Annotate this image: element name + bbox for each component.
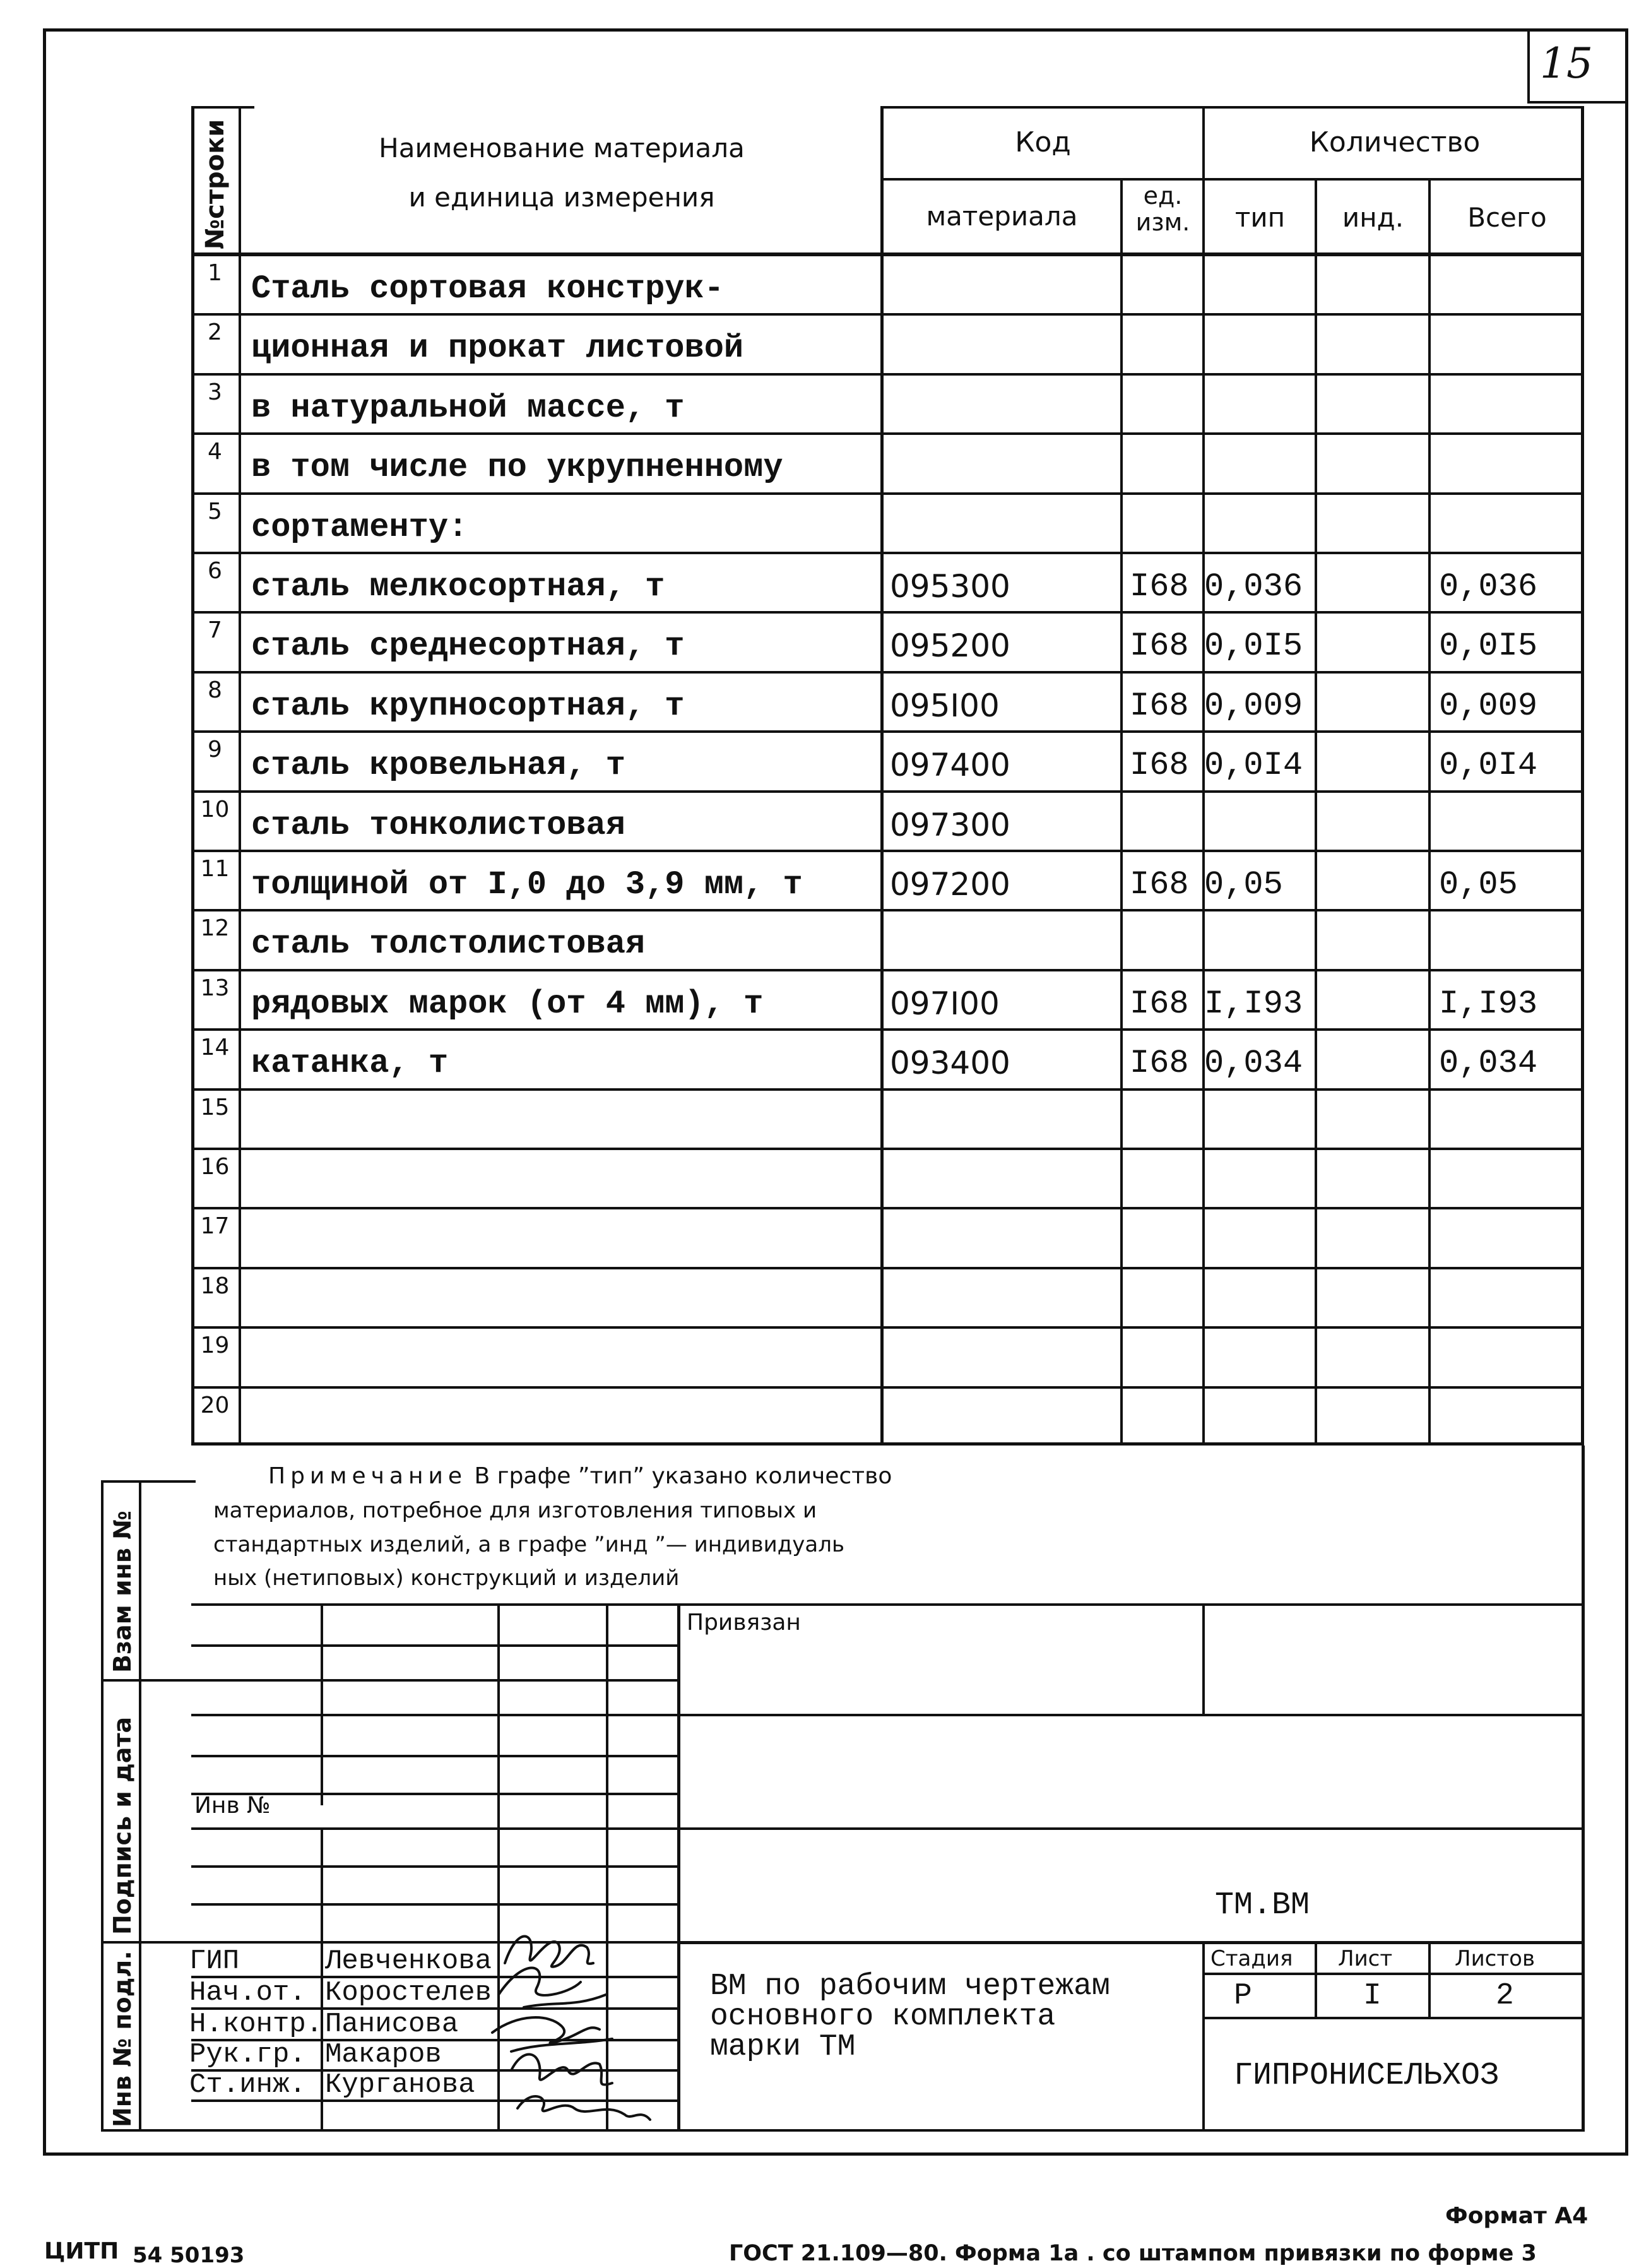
row-number: 8 <box>208 677 222 703</box>
table-top-line <box>880 106 1584 109</box>
row-unit: I68 <box>1130 747 1189 785</box>
row-material-name: ционная и прокат листовой <box>251 330 744 367</box>
header-code: Код <box>1015 126 1071 158</box>
note-line3: стандартных изделий, а в графе ”инд ”— индивидуаль <box>213 1532 844 1557</box>
stamp-stage-left <box>1202 1941 1205 2132</box>
stamp-top-line <box>191 1603 1584 1606</box>
col-code-line <box>1120 178 1123 1443</box>
header-ind: инд. <box>1342 202 1404 233</box>
row-total-qty: 0,009 <box>1439 687 1538 725</box>
signature-3 <box>492 2017 612 2051</box>
stamp-person-role: Нач.от. <box>189 1977 306 2009</box>
row-number: 16 <box>200 1154 230 1180</box>
stamp-inv-no: Инв № <box>194 1793 271 1819</box>
header-material-name-2: и единица измерения <box>408 182 715 213</box>
page-number-box-bottom <box>1527 101 1628 104</box>
header-material-name-1: Наименование материала <box>379 133 745 163</box>
side-strip-divider <box>139 1480 141 2132</box>
stamp-h7 <box>191 1865 677 1868</box>
row-total-qty: 0,05 <box>1439 866 1518 903</box>
signature-4 <box>511 2055 612 2085</box>
stamp-bottom-line <box>191 2129 1584 2132</box>
footer-left-org: ЦИТП <box>44 2238 119 2264</box>
stamp-right-h3 <box>677 1941 1584 1944</box>
row-unit: I68 <box>1130 985 1189 1023</box>
row-material-code: 093400 <box>890 1045 1010 1082</box>
stamp-h1 <box>191 1644 677 1647</box>
stamp-person-role: Н.контр. <box>189 2009 323 2040</box>
side-label-inv-podl: Инв № подл. <box>109 1950 136 2127</box>
header-row-no: №строки <box>201 119 230 249</box>
row-number: 9 <box>208 737 222 763</box>
stamp-privyazan-divider <box>1202 1603 1205 1714</box>
row-material-name: сталь толстолистовая <box>251 925 646 963</box>
row-separator <box>191 552 1584 554</box>
row-unit: I68 <box>1130 627 1189 665</box>
stamp-title-3: марки ТМ <box>710 2030 856 2064</box>
stamp-stage-v1 <box>1315 1941 1317 2017</box>
stamp-doc-code: ТМ.ВМ <box>1215 1887 1310 1923</box>
note-line2: материалов, потребное для изготовления типовых и <box>213 1498 817 1523</box>
row-number: 10 <box>200 796 230 822</box>
row-number: 15 <box>200 1094 230 1120</box>
stamp-stage-v2 <box>1428 1941 1431 2017</box>
row-separator <box>191 432 1584 435</box>
note-line4: ных (нетиповых) конструкций и изделий <box>213 1565 680 1591</box>
row-material-name: катанка, т <box>251 1045 449 1083</box>
row-separator <box>191 730 1584 733</box>
header-type: тип <box>1234 202 1286 233</box>
row-number: 14 <box>200 1035 230 1061</box>
row-type-qty: 0,036 <box>1204 568 1303 605</box>
side-label-podpis: Подпись и дата <box>109 1716 136 1935</box>
row-type-qty: 0,009 <box>1204 687 1303 725</box>
row-material-name: в натуральной массе, т <box>251 389 685 427</box>
signature-5 <box>518 2096 650 2120</box>
row-total-qty: 0,0I5 <box>1439 627 1538 665</box>
signatures-image <box>480 1919 707 2134</box>
stamp-person-name: Коростелев <box>325 1977 492 2009</box>
table-top-line-left <box>191 106 254 109</box>
row-number: 11 <box>200 856 230 882</box>
side-label-vzam: Взам инв № <box>109 1511 136 1673</box>
row-separator <box>191 1326 1584 1329</box>
stamp-person-name: Левченкова <box>325 1945 492 1977</box>
signature-2 <box>499 1968 606 2008</box>
header-quantity: Количество <box>1309 126 1481 158</box>
header-unit: ед. <box>1143 182 1183 210</box>
row-material-name: сталь крупносортная, т <box>251 687 685 725</box>
header-material-code: материала <box>926 201 1078 232</box>
row-number: 5 <box>208 498 222 525</box>
row-separator <box>191 1267 1584 1269</box>
row-separator <box>191 1028 1584 1031</box>
row-material-name: сортаменту: <box>251 508 468 546</box>
stamp-h3 <box>191 1714 677 1716</box>
stamp-sheet: I <box>1363 1979 1382 2013</box>
row-unit: I68 <box>1130 1045 1189 1083</box>
row-material-code: 097300 <box>890 806 1010 843</box>
row-separator <box>191 969 1584 971</box>
stamp-privyazan: Привязан <box>687 1610 801 1636</box>
stamp-h4 <box>191 1755 677 1757</box>
header-unit-2: изм. <box>1135 208 1190 236</box>
stamp-stage-h1 <box>1202 1973 1584 1975</box>
side-strip-line2 <box>101 1941 192 1944</box>
row-material-code: 097200 <box>890 866 1010 903</box>
stamp-right-h2 <box>677 1827 1584 1830</box>
header-subline <box>880 178 1584 181</box>
row-separator <box>191 671 1584 674</box>
row-type-qty: 0,0I5 <box>1204 627 1303 665</box>
stamp-person-name: Макаров <box>325 2039 442 2070</box>
stamp-h6 <box>191 1827 677 1830</box>
row-material-code: 095I00 <box>890 687 1000 724</box>
stamp-person-name: Панисова <box>325 2009 459 2040</box>
row-number: 6 <box>208 558 222 584</box>
col-name-line <box>880 106 884 1443</box>
stamp-h8 <box>191 1903 677 1906</box>
note-line1 <box>268 1463 892 1489</box>
stamp-person-role: Ст.инж. <box>189 2069 306 2101</box>
row-number: 7 <box>208 617 222 644</box>
row-type-qty: 0,0I4 <box>1204 747 1303 785</box>
row-separator <box>191 611 1584 614</box>
footer-format: Формат А4 <box>1445 2203 1589 2229</box>
col-rownum-line <box>239 106 241 1443</box>
stamp-title-1: ВМ по рабочим чертежам <box>710 1969 1110 2004</box>
note-line1-text: В графе ”тип” указано количество <box>467 1463 892 1489</box>
row-separator <box>191 850 1584 852</box>
stamp-person-name: Курганова <box>325 2069 475 2101</box>
stamp-stage-label: Стадия <box>1210 1946 1293 1971</box>
row-unit: I68 <box>1130 687 1189 725</box>
stamp-v1b <box>321 1827 323 2132</box>
stamp-sheet-label: Лист <box>1338 1946 1393 1971</box>
row-separator <box>191 492 1584 495</box>
note-label: Примечание <box>268 1463 468 1489</box>
stamp-person-role: Рук.гр. <box>189 2039 306 2070</box>
header-bottom-line <box>191 252 1584 256</box>
stamp-v1 <box>321 1603 323 1805</box>
stamp-right-border <box>1582 1446 1585 2132</box>
row-number: 4 <box>208 439 222 465</box>
row-material-name: сталь мелкосортная, т <box>251 568 665 605</box>
row-separator <box>191 373 1584 376</box>
footer-right: ГОСТ 21.109—80. Форма 1а . со штампом привязки по форме 3 <box>729 2241 1537 2266</box>
stamp-org: ГИПРОНИСЕЛЬХОЗ <box>1234 2058 1500 2094</box>
row-number: 3 <box>208 379 222 405</box>
row-material-code: 097I00 <box>890 985 1000 1022</box>
row-unit: I68 <box>1130 568 1189 605</box>
stamp-sheets-label: Листов <box>1455 1946 1536 1971</box>
row-separator <box>191 1386 1584 1389</box>
row-material-name: толщиной от I,0 до 3,9 мм, т <box>251 866 803 903</box>
row-material-name: сталь кровельная, т <box>251 747 625 785</box>
row-separator <box>191 1148 1584 1150</box>
row-material-code: 097400 <box>890 747 1010 784</box>
row-material-name: Сталь сортовая конструк- <box>251 270 724 307</box>
row-separator <box>191 790 1584 793</box>
row-number: 17 <box>200 1213 230 1240</box>
header-total: Всего <box>1467 202 1547 233</box>
row-number: 13 <box>200 975 230 1001</box>
row-material-name: рядовых марок (от 4 мм), т <box>251 985 764 1023</box>
row-type-qty: 0,05 <box>1204 866 1283 903</box>
row-number: 1 <box>208 260 222 286</box>
row-total-qty: 0,034 <box>1439 1045 1538 1083</box>
side-strip-line1 <box>101 1679 192 1682</box>
page-number: 15 <box>1540 39 1593 88</box>
footer-left-code: 54 50193 <box>133 2243 245 2268</box>
signature-1 <box>505 1937 593 1967</box>
row-type-qty: 0,034 <box>1204 1045 1303 1083</box>
stamp-stage: Р <box>1234 1979 1252 2013</box>
row-number: 20 <box>200 1392 230 1418</box>
row-material-name: сталь тонколистовая <box>251 806 625 844</box>
row-separator <box>191 1088 1584 1091</box>
stamp-h2 <box>191 1679 677 1682</box>
row-material-code: 095200 <box>890 627 1010 665</box>
row-material-name: в том числе по укрупненному <box>251 449 783 487</box>
stamp-person-role: ГИП <box>189 1945 240 1977</box>
col-type-line <box>1315 178 1317 1443</box>
stamp-stage-h2 <box>1202 2017 1584 2019</box>
row-number: 12 <box>200 915 230 942</box>
page-number-box-left <box>1527 28 1530 103</box>
col-ind-line <box>1428 178 1431 1443</box>
row-number: 18 <box>200 1273 230 1299</box>
row-separator <box>191 313 1584 316</box>
row-material-name: сталь среднесортная, т <box>251 627 685 665</box>
stamp-sheets: 2 <box>1496 1979 1514 2013</box>
row-number: 19 <box>200 1333 230 1359</box>
row-separator <box>191 909 1584 911</box>
stamp-title-2: основного комплекта <box>710 2000 1056 2034</box>
row-total-qty: 0,036 <box>1439 568 1538 605</box>
row-total-qty: 0,0I4 <box>1439 747 1538 785</box>
row-number: 2 <box>208 319 222 346</box>
row-type-qty: I,I93 <box>1204 985 1303 1023</box>
row-separator <box>191 1207 1584 1209</box>
row-unit: I68 <box>1130 866 1189 903</box>
row-material-code: 095300 <box>890 568 1010 605</box>
stamp-right-h1 <box>677 1714 1584 1716</box>
row-total-qty: I,I93 <box>1439 985 1538 1023</box>
